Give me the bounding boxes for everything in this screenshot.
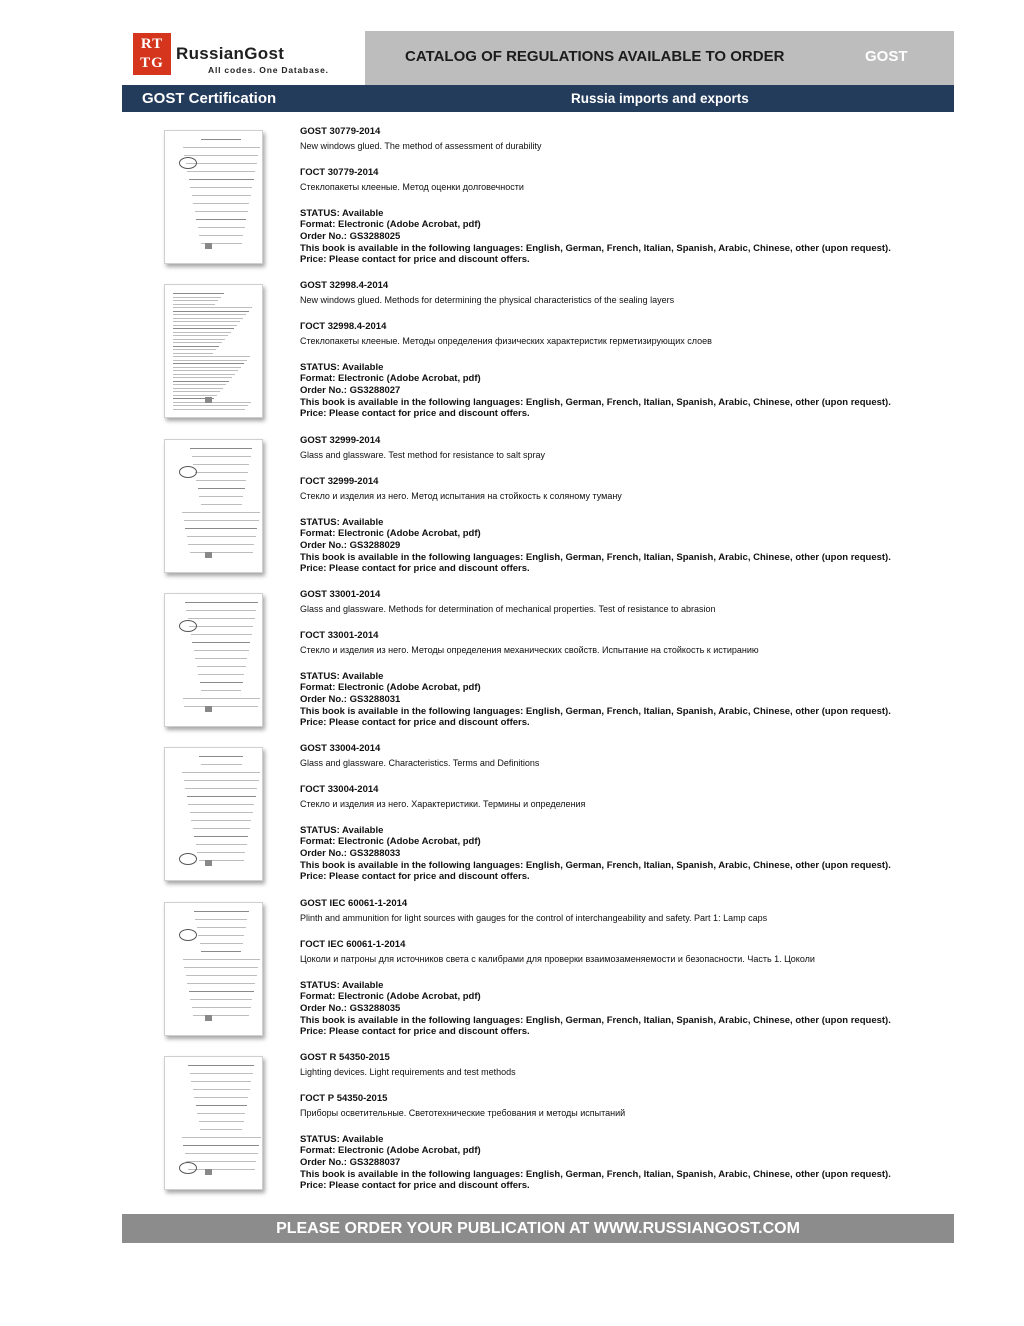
cover-line (191, 634, 252, 635)
logo-mark-top: RT (140, 36, 164, 52)
entry-languages: This book is available in the following languages: English, German, French, Italian, Spanish, Arabic, Chinese, other (upon request). (300, 552, 891, 563)
cover-line (201, 504, 242, 505)
entry-order-number: Order No.: GS3288037 (300, 1157, 401, 1168)
cover-line (187, 796, 256, 797)
cover-line (195, 472, 248, 473)
cover-line (184, 780, 259, 781)
cover-line (182, 772, 260, 773)
cover-line (198, 674, 244, 675)
cover-line (198, 935, 244, 936)
entry-status: STATUS: Available (300, 825, 384, 836)
catalog-entry (136, 1052, 936, 1202)
cover-line (195, 658, 247, 659)
cover-line (173, 374, 235, 375)
cover-line (185, 1153, 258, 1154)
cover-line (183, 1145, 259, 1146)
cover-line (173, 339, 225, 340)
logo[interactable] (122, 31, 365, 85)
entry-order-number: Order No.: GS3288025 (300, 231, 401, 242)
cover-line (173, 307, 252, 308)
entry-code-ru: ГОСТ 33004-2014 (300, 784, 379, 795)
cover-line (196, 480, 246, 481)
entry-status: STATUS: Available (300, 208, 384, 219)
cover-line (200, 943, 243, 944)
cover-line (173, 318, 243, 319)
cover-line (173, 349, 216, 350)
cover-line (188, 1065, 254, 1066)
cover-line (200, 1129, 242, 1130)
cover-line (190, 448, 252, 449)
cover-line (184, 706, 258, 707)
entry-code[interactable]: GOST 32998.4-2014 (300, 280, 389, 291)
cover-line (190, 999, 252, 1000)
entry-title-en: Glass and glassware. Characteristics. Terms and Definitions (300, 758, 540, 768)
entry-languages: This book is available in the following languages: English, German, French, Italian, Spanish, Arabic, Chinese, other (upon request). (300, 860, 891, 871)
cover-line (173, 293, 224, 294)
gost-emblem-icon (179, 853, 197, 865)
cover-line (173, 384, 226, 385)
entry-title-en: New windows glued. The method of assessment of durability (300, 141, 542, 151)
cover-line (173, 360, 247, 361)
cover-line (197, 852, 245, 853)
cover-mark (205, 706, 212, 712)
catalog-title: CATALOG OF REGULATIONS AVAILABLE TO ORDER (405, 48, 785, 65)
entry-languages: This book is available in the following languages: English, German, French, Italian, Spanish, Arabic, Chinese, other (upon request). (300, 706, 891, 717)
entry-format: Format: Electronic (Adobe Acrobat, pdf) (300, 1145, 481, 1156)
cover-line (173, 395, 217, 396)
cover-line (173, 405, 248, 406)
cover-line (186, 975, 257, 976)
catalog-entry (136, 126, 936, 276)
entry-code[interactable]: GOST 33001-2014 (300, 589, 381, 600)
cover-mark (205, 552, 212, 558)
cover-line (184, 520, 259, 521)
gost-label: GOST (865, 48, 908, 65)
cover-line (195, 211, 248, 212)
entry-title-ru: Цоколи и патроны для источников света с калибрами для проверки взаимозаменяемости и безопасности. Часть 1. Цоколи (300, 954, 815, 964)
entry-code[interactable]: GOST 33004-2014 (300, 743, 381, 754)
cover-line (188, 618, 255, 619)
entry-format: Format: Electronic (Adobe Acrobat, pdf) (300, 836, 481, 847)
cover-line (185, 528, 257, 529)
cover-line (173, 304, 215, 305)
entry-code[interactable]: GOST 30779-2014 (300, 126, 381, 137)
section-subtitle: Russia imports and exports (571, 91, 749, 106)
entry-code-ru: ГОСТ 32998.4-2014 (300, 321, 387, 332)
entry-price: Price: Please contact for price and discount offers. (300, 1180, 530, 1191)
cover-line (173, 332, 231, 333)
section-bar (122, 85, 954, 112)
cover-line (183, 147, 260, 148)
entry-price: Price: Please contact for price and discount offers. (300, 1026, 530, 1037)
cover-line (173, 321, 240, 322)
cover-line (173, 335, 228, 336)
cover-line (173, 367, 241, 368)
entry-format: Format: Electronic (Adobe Acrobat, pdf) (300, 373, 481, 384)
entry-languages: This book is available in the following languages: English, German, French, Italian, Spanish, Arabic, Chinese, other (upon request). (300, 243, 891, 254)
entry-price: Price: Please contact for price and discount offers. (300, 563, 530, 574)
document-cover-thumbnail[interactable] (164, 747, 263, 881)
cover-line (190, 812, 253, 813)
entry-order-number: Order No.: GS3288029 (300, 540, 401, 551)
entry-status: STATUS: Available (300, 517, 384, 528)
section-title: GOST Certification (142, 90, 277, 107)
entry-title-en: New windows glued. Methods for determining the physical characteristics of the sealing layers (300, 295, 675, 305)
cover-line (199, 496, 243, 497)
cover-line (184, 967, 258, 968)
entry-code-ru: ГОСТ Р 54350-2015 (300, 1093, 388, 1104)
entry-status: STATUS: Available (300, 980, 384, 991)
cover-line (199, 756, 243, 757)
gost-emblem-icon (179, 1162, 197, 1174)
cover-line (187, 171, 255, 172)
logo-name: RussianGost (176, 44, 285, 63)
cover-line (194, 1097, 248, 1098)
entry-code[interactable]: GOST 32999-2014 (300, 435, 381, 446)
entry-title-en: Plinth and ammunition for light sources with gauges for the control of interchangeability and safety. Part 1: Lamp caps (300, 913, 768, 923)
cover-mark (205, 1015, 212, 1021)
cover-line (192, 456, 251, 457)
cover-line (173, 328, 234, 329)
gost-emblem-icon (179, 620, 197, 632)
document-cover-thumbnail[interactable] (164, 284, 263, 418)
entry-languages: This book is available in the following languages: English, German, French, Italian, Spanish, Arabic, Chinese, other (upon request). (300, 1015, 891, 1026)
cover-line (184, 155, 258, 156)
cover-line (196, 219, 246, 220)
entry-order-number: Order No.: GS3288027 (300, 385, 401, 396)
cover-line (182, 1137, 261, 1138)
cover-line (199, 235, 243, 236)
cover-line (192, 642, 250, 643)
entry-price: Price: Please contact for price and discount offers. (300, 254, 530, 265)
cover-line (189, 991, 254, 992)
cover-line (199, 1121, 244, 1122)
cover-line (173, 314, 246, 315)
cover-line (173, 377, 232, 378)
entry-status: STATUS: Available (300, 362, 384, 373)
cover-line (187, 536, 256, 537)
cover-line (173, 409, 245, 410)
document-cover-thumbnail[interactable] (164, 593, 263, 727)
cover-line (193, 464, 249, 465)
logo-mark (133, 33, 171, 75)
entry-code[interactable]: GOST IEC 60061-1-2014 (300, 898, 408, 909)
entry-order-number: Order No.: GS3288035 (300, 1003, 401, 1014)
cover-line (194, 836, 248, 837)
cover-line (196, 844, 247, 845)
entry-code-ru: ГОСТ 33001-2014 (300, 630, 379, 641)
entry-title-ru: Стекло и изделия из него. Методы определения механических свойств. Испытание на стойкость к истиранию (300, 645, 759, 655)
cover-line (188, 804, 254, 805)
cover-line (173, 346, 219, 347)
cover-line (173, 300, 218, 301)
cover-line (190, 552, 253, 553)
entry-price: Price: Please contact for price and discount offers. (300, 408, 530, 419)
catalog-entry (136, 743, 936, 893)
document-cover-thumbnail[interactable] (164, 439, 263, 573)
cover-line (185, 788, 257, 789)
gost-emblem-icon (179, 929, 197, 941)
cover-line (173, 391, 220, 392)
catalog-entry (136, 589, 936, 739)
cover-line (195, 919, 247, 920)
cover-line (193, 203, 249, 204)
cover-line (173, 402, 251, 403)
entry-title-en: Glass and glassware. Test method for resistance to salt spray (300, 450, 545, 460)
cover-line (173, 356, 250, 357)
entry-order-number: Order No.: GS3288031 (300, 694, 401, 705)
cover-line (200, 682, 243, 683)
logo-tagline: All codes. One Database. (208, 65, 329, 75)
entry-price: Price: Please contact for price and discount offers. (300, 717, 530, 728)
cover-line (191, 820, 251, 821)
entry-languages: This book is available in the following languages: English, German, French, Italian, Spanish, Arabic, Chinese, other (upon request). (300, 1169, 891, 1180)
gost-emblem-icon (179, 466, 197, 478)
cover-line (190, 1073, 253, 1074)
cover-mark (205, 397, 212, 403)
cover-line (197, 1113, 245, 1114)
entry-code-ru: ГОСТ IEC 60061-1-2014 (300, 939, 406, 950)
document-cover-thumbnail[interactable] (164, 1056, 263, 1190)
catalog-entry (136, 435, 936, 585)
cover-line (173, 370, 238, 371)
cover-line (173, 363, 244, 364)
cover-line (193, 1015, 249, 1016)
cover-line (196, 1105, 247, 1106)
cover-line (193, 1089, 250, 1090)
cover-line (189, 179, 254, 180)
cover-line (183, 959, 260, 960)
entry-title-ru: Стекло и изделия из него. Метод испытания на стойкость к соляному туману (300, 491, 622, 501)
entry-price: Price: Please contact for price and discount offers. (300, 871, 530, 882)
catalog-header-bar (365, 31, 954, 85)
cover-mark (205, 243, 212, 249)
cover-line (190, 187, 252, 188)
entry-format: Format: Electronic (Adobe Acrobat, pdf) (300, 528, 481, 539)
entry-title-en: Glass and glassware. Methods for determination of mechanical properties. Test of resistance to abrasion (300, 604, 716, 614)
cover-line (193, 828, 250, 829)
catalog-entry (136, 280, 936, 430)
cover-line (186, 1161, 256, 1162)
entry-title-ru: Приборы осветительные. Светотехнические требования и методы испытаний (300, 1108, 626, 1118)
entry-order-number: Order No.: GS3288033 (300, 848, 401, 859)
cover-line (186, 610, 256, 611)
entry-status: STATUS: Available (300, 1134, 384, 1145)
entry-title-ru: Стеклопакеты клееные. Методы определения физических характеристик герметизирующих слоев (300, 336, 712, 346)
document-cover-thumbnail[interactable] (164, 902, 263, 1036)
entry-code-ru: ГОСТ 30779-2014 (300, 167, 379, 178)
cover-line (173, 353, 213, 354)
entry-title-ru: Стекло и изделия из него. Характеристики. Термины и определения (300, 799, 586, 809)
document-cover-thumbnail[interactable] (164, 130, 263, 264)
cover-line (173, 342, 222, 343)
cover-line (173, 388, 223, 389)
cover-line (198, 488, 245, 489)
entry-status: STATUS: Available (300, 671, 384, 682)
entry-code-ru: ГОСТ 32999-2014 (300, 476, 379, 487)
logo-mark-bottom: TG (140, 55, 164, 71)
entry-code[interactable]: GOST R 54350-2015 (300, 1052, 390, 1063)
cover-line (182, 512, 260, 513)
catalog-entry (136, 898, 936, 1048)
entry-format: Format: Electronic (Adobe Acrobat, pdf) (300, 991, 481, 1002)
entry-languages: This book is available in the following languages: English, German, French, Italian, Spanish, Arabic, Chinese, other (upon request). (300, 397, 891, 408)
cover-mark (205, 860, 212, 866)
cover-line (191, 1081, 251, 1082)
cover-line (201, 690, 241, 691)
cover-line (192, 1007, 251, 1008)
cover-line (173, 325, 237, 326)
cover-line (173, 381, 229, 382)
cover-line (192, 195, 251, 196)
entry-title-en: Lighting devices. Light requirements and test methods (300, 1067, 516, 1077)
entry-title-ru: Стеклопакеты клееные. Метод оценки долговечности (300, 182, 524, 192)
cover-line (201, 951, 241, 952)
cover-line (194, 911, 249, 912)
cover-line (173, 297, 221, 298)
cover-line (198, 227, 245, 228)
cover-line (183, 698, 260, 699)
cover-line (173, 311, 249, 312)
cover-line (201, 764, 242, 765)
cover-line (189, 626, 253, 627)
cover-line (188, 1169, 255, 1170)
cover-line (188, 544, 254, 545)
cover-line (197, 666, 246, 667)
cover-line (187, 983, 255, 984)
entry-format: Format: Electronic (Adobe Acrobat, pdf) (300, 219, 481, 230)
cover-line (197, 927, 246, 928)
gost-emblem-icon (179, 157, 197, 169)
cover-line (194, 650, 249, 651)
entry-format: Format: Electronic (Adobe Acrobat, pdf) (300, 682, 481, 693)
cover-line (201, 139, 241, 140)
cover-line (185, 602, 258, 603)
order-banner[interactable]: PLEASE ORDER YOUR PUBLICATION AT WWW.RUSSIANGOST.COM (122, 1214, 954, 1243)
cover-mark (205, 1169, 212, 1175)
